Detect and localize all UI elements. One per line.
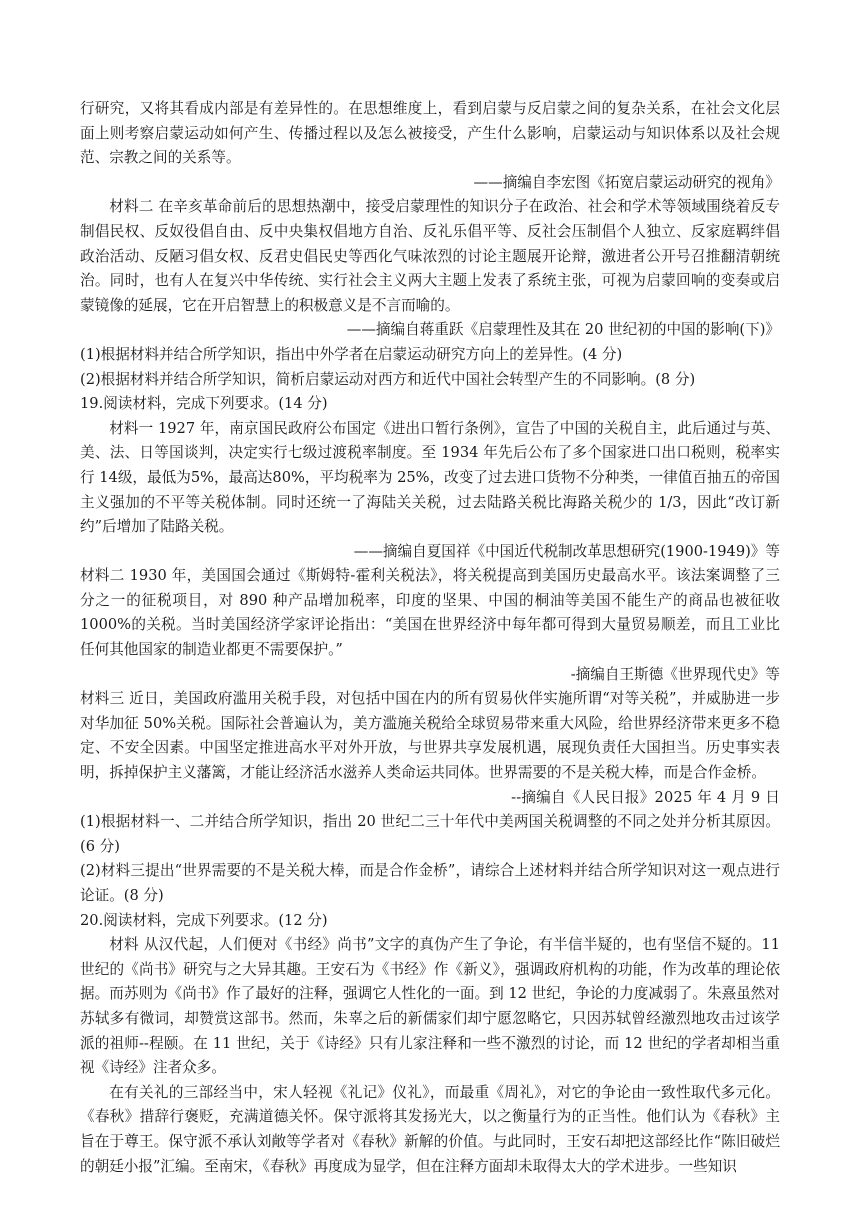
source-citation: -摘编自王斯德《世界现代史》等 <box>570 665 780 683</box>
question-item: (1)根据材料并结合所学知识，指出中外学者在启蒙运动研究方向上的差异性。(4 分) <box>80 345 623 363</box>
source-citation: --摘编自《人民日报》2025 年 4 月 9 日 <box>511 788 780 806</box>
material-two: 材料二 1930 年，美国国会通过《斯姆特-霍利关税法》，将关税提高到美国历史最高水平。该法案调整了三分之一的征税项目，对 890 种产品增加税率，印度的坚果、中国的桐油等美国不能生产的商品也被征收 1000%的关税。当时美国经济学家评论指出：“美国在世界经济中每年都可得到大量贸易顺差，而且工业比任何其他国家的制造业都更不需要保护。” <box>80 567 780 659</box>
source-citation: ——摘编自蒋重跃《启蒙理性及其在 20 世纪初的中国的影响(下)》 <box>346 321 780 339</box>
material-text: 在有关礼的三部经当中，宋人轻视《礼记》仪礼》，而最重《周礼》，对它的争论由一致性取代多元化。《春秋》措辞行褒贬，充满道德关怀。保守派将其发扬光大，以之衡量行为的正当性。他们认为《春秋》主旨在于尊王。保守派不承认刘敞等学者对《春秋》新解的价值。与此同时，王安石却把这部经比作“陈旧破烂的朝廷小报”汇编。至南宋，《春秋》再度成为显学，但在注释方面却未取得太大的学术进步。一些知识 <box>80 1083 780 1175</box>
question-item: (2)根据材料并结合所学知识，简析启蒙运动对西方和近代中国社会转型产生的不同影响。(8 分) <box>80 370 696 388</box>
source-citation: ——摘编自李宏图《拓宽启蒙运动研究的视角》 <box>473 173 780 191</box>
material-one: 材料一 1927 年，南京国民政府公布国定《进出口暂行条例》，宣告了中国的关税自主，此后通过与英、美、法、日等国谈判，决定实行七级过渡税率制度。至 1934 年先后公布了多个国家进口出口税则，税率实行 14级，最低为5%，最高达80%，平均税率为 25%，改变了过去进口货物不分种类，一律值百抽五的帝国主义强加的不平等关税体制。同时还统一了海陆关关税，过去陆路关税比海路关税少的 1/3，因此“改订新约”后增加了陆路关税。 <box>80 419 780 536</box>
source-citation: ——摘编自夏国祥《中国近代税制改革思想研究(1900-1949)》等 <box>353 542 780 560</box>
question-title: 19.阅读材料，完成下列要求。(14 分) <box>80 395 328 413</box>
material-text: 材料 从汉代起，人们便对《书经》尚书”文字的真伪产生了争论，有半信半疑的，也有坚信不疑的。11 世纪的《尚书》研究与之大异其趣。王安石为《书经》作《新义》，强调政府机构的功能，作为改革的理论依据。而苏则为《尚书》作了最好的注释，强调它人性化的一面。到 12 世纪，争论的力度减弱了。朱熹虽然对苏轼多有微词，却赞赏这部书。然而，朱辜之后的新儒家们却宁愿忽略它，只因苏轼曾经激烈地攻击过该学派的祖师--程颐。在 11 世纪，关于《诗经》只有儿家注释和一些不激烈的讨论，而 12 世纪的学者却相当重视《诗经》注者众多。 <box>80 936 780 1077</box>
question-item: (2)材料三提出“世界需要的不是关税大棒，而是合作金桥”，请综合上述材料并结合所学知识对这一观点进行论证。(8 分) <box>80 862 780 904</box>
question-item: (1)根据材料一、二并结合所学知识，指出 20 世纪二三十年代中美两国关税调整的不同之处并分析其原因。(6 分) <box>80 813 780 855</box>
material-text: 行研究，又将其看成内部是有差异性的。在思想维度上，看到启蒙与反启蒙之间的复杂关系，在社会文化层面上则考察启蒙运动如何产生、传播过程以及怎么被接受，产生什么影响，启蒙运动与知识体系以及社会规范、宗教之间的关系等。 <box>80 100 780 167</box>
question-title: 20.阅读材料，完成下列要求。(12 分) <box>80 911 328 929</box>
material-three: 材料三 近日，美国政府滥用关税手段，对包括中国在内的所有贸易伙伴实施所谓“对等关税”，并威胁进一步对华加征 50%关税。国际社会普遍认为，美方滥施关税给全球贸易带来重大风险，给世界经济带来更多不稳定、不安全因素。中国坚定推进高水平对外开放，与世界共享发展机遇，展现负责任大国担当。历史事实表明，拆掉保护主义藩篱，才能让经济活水滋养人类命运共同体。世界需要的不是关税大棒，而是合作金桥。 <box>80 690 780 782</box>
material-two: 材料二 在辛亥革命前后的思想热潮中，接受启蒙理性的知识分子在政治、社会和学术等领域围绕着反专制倡民权、反奴役倡自由、反中央集权倡地方自治、反礼乐倡平等、反社会压制倡个人独立、反家庭羁绊倡政治活动、反陋习倡女权、反君史倡民史等西化气味浓烈的讨论主题展开论辩，激进者公开号召推翻清朝统治。同时，也有人在复兴中华传统、实行社会主义两大主题上发表了系统主张，可视为启蒙回响的变奏或启蒙镜像的延展，它在开启智慧上的积极意义是不言而喻的。 <box>80 198 780 314</box>
exam-page <box>80 97 780 1179</box>
